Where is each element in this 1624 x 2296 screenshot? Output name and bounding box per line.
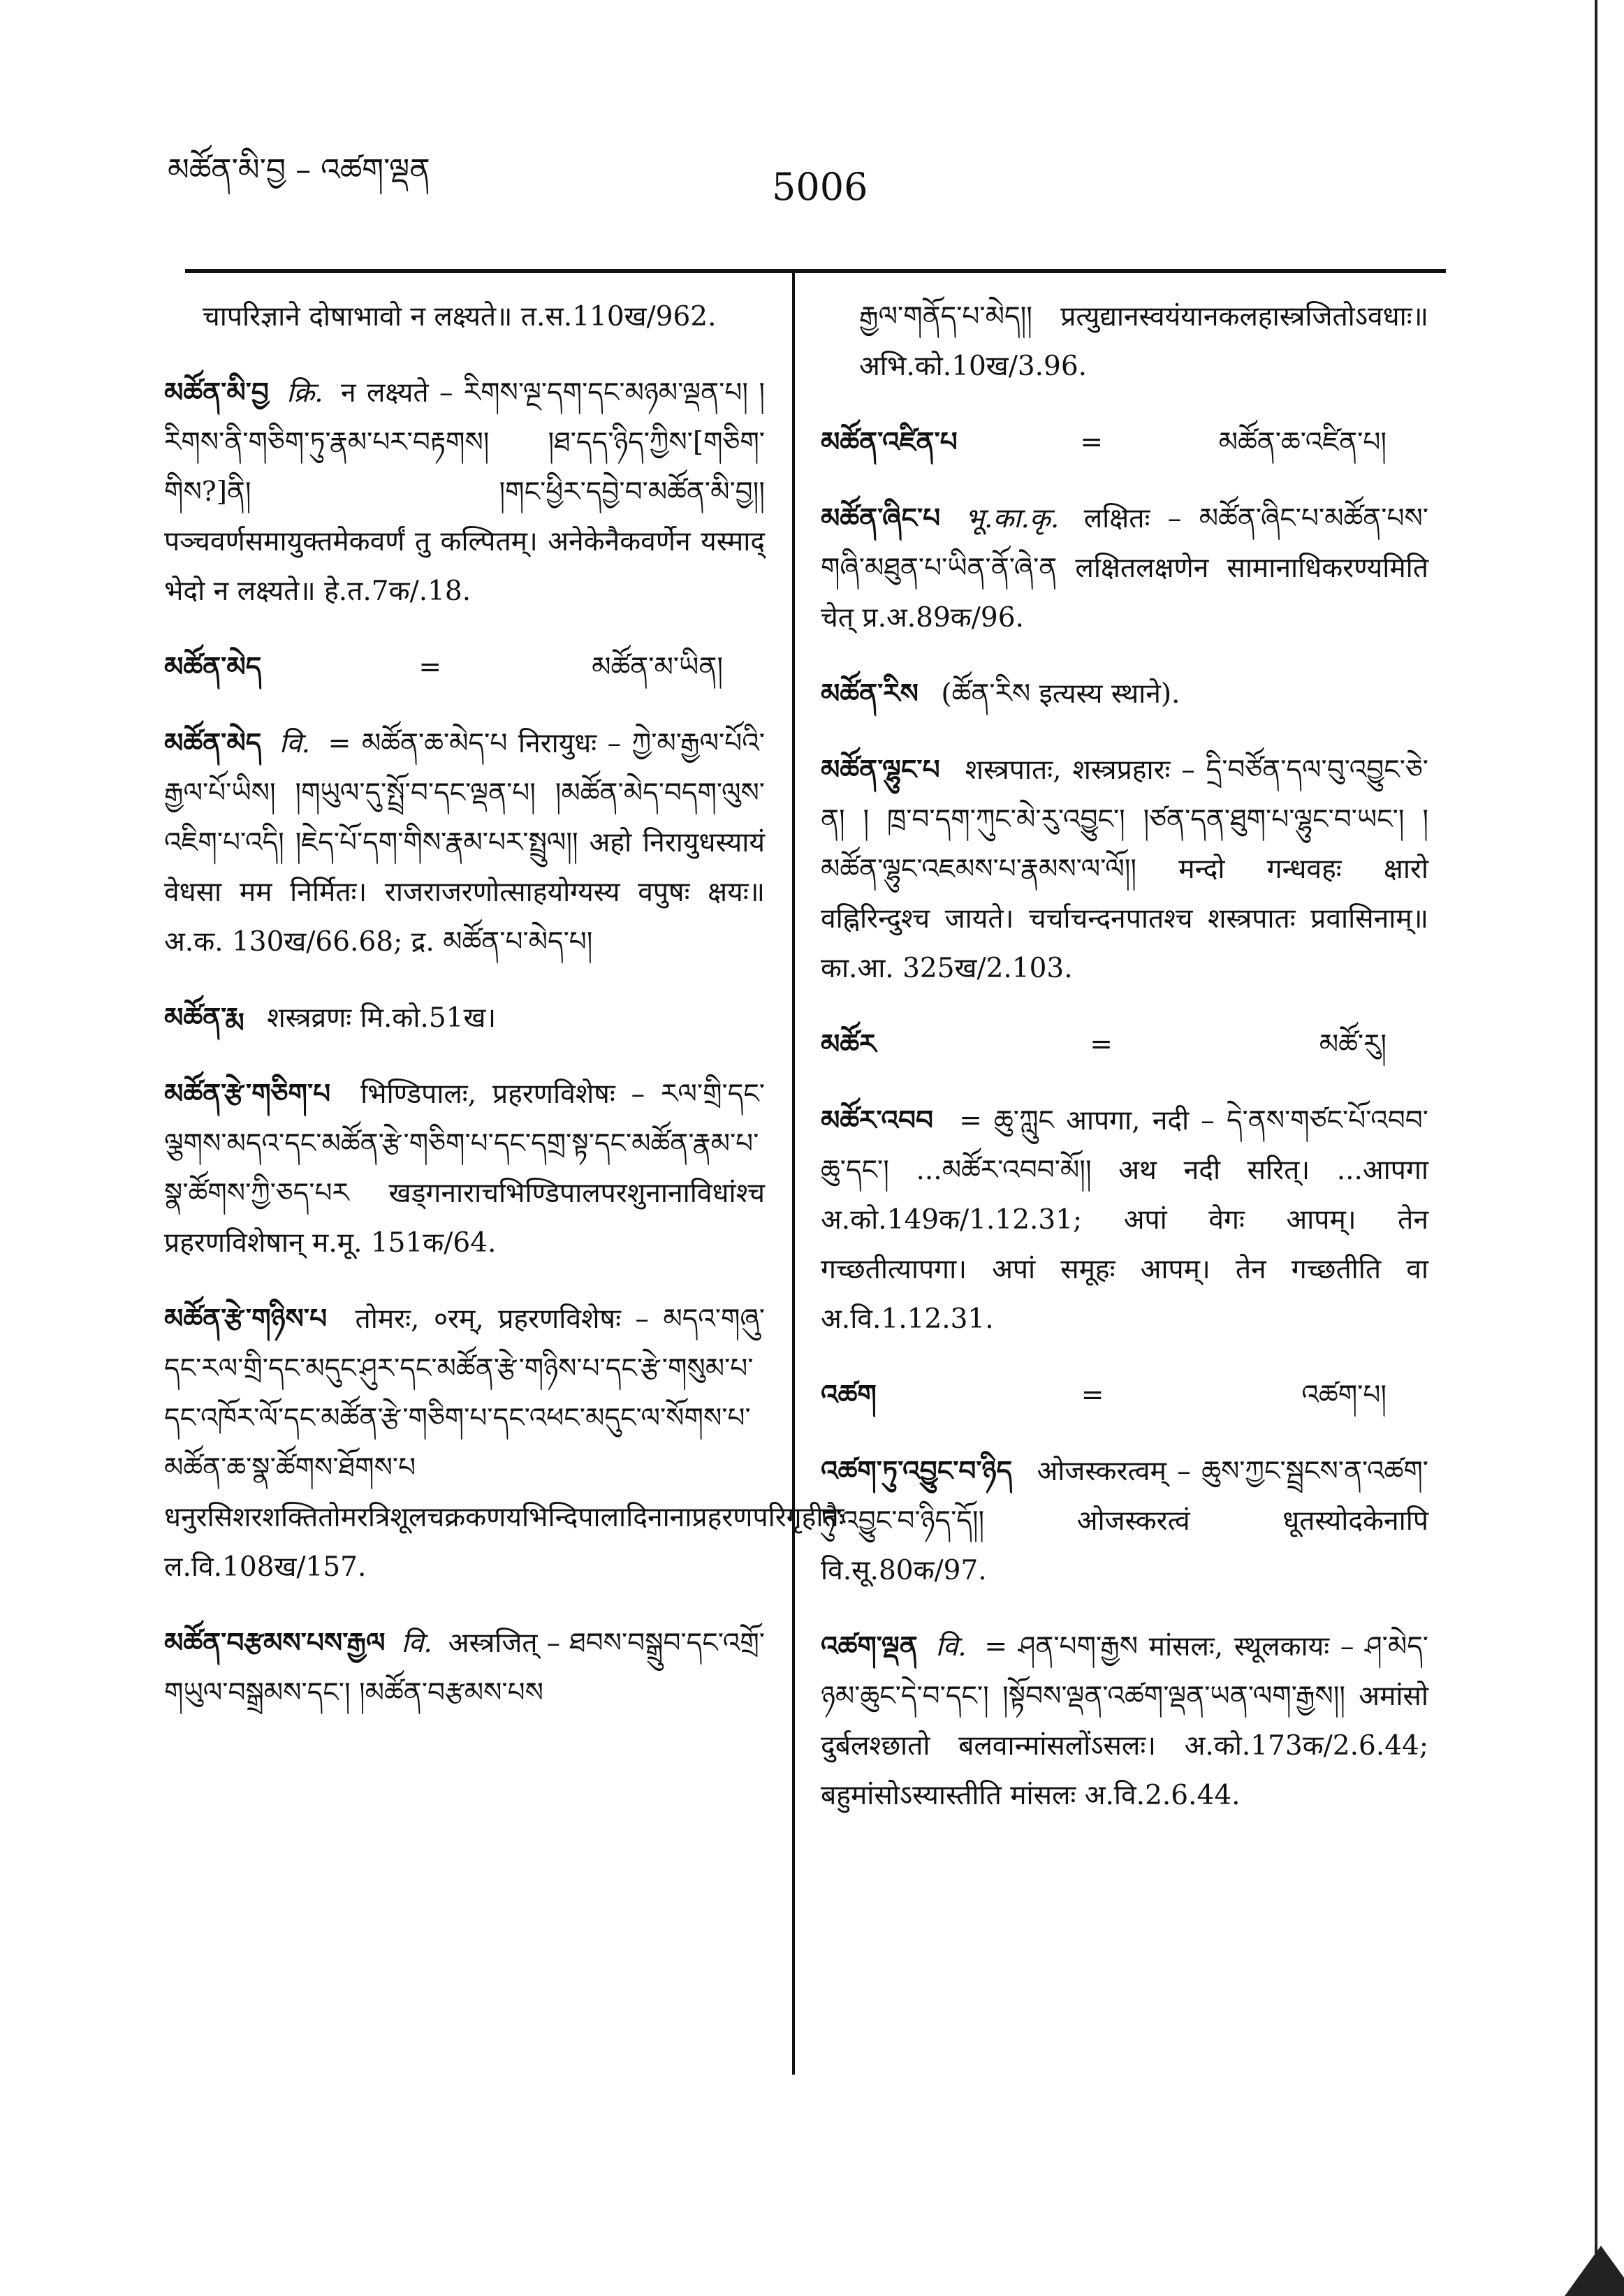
headword: མཚོན་རྩེ་གཅིག་པ	[164, 1078, 331, 1110]
equals-sign: =	[1081, 1380, 1104, 1411]
entry-text: (ཚོན་རིས इत्यस्य स्थाने).	[941, 678, 1180, 710]
equals-sign: =	[1090, 1029, 1113, 1060]
dictionary-entry	[164, 1069, 765, 1268]
cross-reference-entry	[821, 418, 1428, 467]
cross-reference-target: འཚག་པ།	[1301, 1380, 1387, 1411]
headword: མཚོན་འཛིན་པ	[821, 426, 958, 458]
grammar-label: भू.का.कृ.	[965, 503, 1060, 534]
grammar-label: वि.	[279, 728, 311, 759]
headword: མཚོར་འབབ	[821, 1104, 934, 1136]
dictionary-entry	[821, 1096, 1428, 1344]
equals-sign: =	[418, 652, 442, 683]
headword: མཚོན་རྩེ་གཉིས་པ	[164, 1303, 328, 1335]
grammar-label: वि.	[401, 1628, 432, 1659]
cross-reference-target: མཚོན་མ་ཡིན།	[592, 652, 723, 683]
column-divider	[792, 271, 795, 2075]
continued-text: चापरिज्ञाने दोषाभावो न लक्ष्यते॥ त.स.110ख/962.	[203, 301, 717, 332]
dictionary-entry	[164, 719, 765, 967]
grammar-label: क्रि.	[286, 377, 323, 409]
equals-sign: =	[1080, 427, 1104, 458]
cross-reference-target: མཚོན་ཆ་འཛིན་པ།	[1218, 427, 1387, 458]
headword: འཚག་ལྡན	[821, 1630, 918, 1662]
headword: མཚོན་རིས	[821, 678, 919, 710]
page-number: 5006	[772, 165, 868, 209]
running-head: མཚོན་མི་བྱ – འཚག་ལྡན	[168, 152, 430, 188]
entry-text: = ཆུ་ཀླུང आपगा, नदी – དེ་ནས་གཙང་པོ་འབབ་ཆུ་དང་། ...མཚོར་འབབ་མོ།། अथ नदी सरित्। ...आपगा अ.को.149क/1.12.31; अपां वेगः आपम्। तेन गच्छतीत्यापगा। अपां समूहः आपम्। तेन गच्छतीति वा अ.वि.1.12.31.	[821, 1105, 1428, 1335]
dictionary-entry	[821, 669, 1428, 719]
dictionary-entry	[164, 368, 765, 616]
entry-text: अस्त्रजित् – ཐབས་བསྒྲུབ་དང་འགྲོ་གཡུལ་བསྒྲམས་དང་། །མཚོན་བརྩམས་པས	[164, 1628, 765, 1709]
continued-text: རྒྱལ་གནོད་པ་མེད།། प्रत्युद्यानस्वयंयानकलहास्त्रजितोऽवधाः॥ अभि.को.10ख/3.96.	[859, 301, 1428, 382]
entry-text: = མཚོན་ཆ་མེད་པ निरायुधः – ཀྱེ་མ་རྒྱལ་པོའི་རྒྱལ་པོ་ཡིས། །གཡུལ་དུ་སྤྲོ་བ་དང་ལྡན་པ། །མཚོན་མེད་བདག་ལུས་འཇིག་པ་འདི། །ཇེད་པོ་དག་གིས་རྣམ་པར་སྤྲུལ།། अहो निरायुधस्यायं वेधसा मम निर्मितः। राजराजरणोत्साहयोग्यस्य वपुषः क्षयः॥ अ.क. 130ख/66.68; द्र. མཚོན་པ་མེད་པ།	[164, 728, 765, 958]
entry-text: = ཤན་པག་རྒྱས मांसलः, स्थूलकायः – ཤ་མེད་ཉམ་ཆུང་དེ་བ་དང་། །སྟོབས་ལྡན་འཚག་ལྡན་ཡན་ལག་རྒྱས།། अमांसो दुर्बलश्छातो बलवान्मांसलोंऽसलः। अ.को.173क/2.6.44; बहुमांसोऽस्यास्तीति मांसलः अ.वि.2.6.44.	[821, 1631, 1428, 1811]
cross-reference-target: མཚོ་རུ།	[1319, 1029, 1387, 1060]
dictionary-entry	[821, 1447, 1428, 1595]
headword: མཚོན་མེད	[164, 651, 262, 683]
entry-text: लक्षितः – མཚོན་ཞིང་པ་མཚོན་པས་གཞི་མཐུན་པ་ཡིན་ནོ་ཞེ་ན लक्षितलक्षणेन सामानाधिकरण्यमिति चेत् प्र.अ.89क/96.	[821, 503, 1428, 634]
headword: མཚོན་མེད	[164, 727, 262, 759]
entry-text: शस्त्रपातः, शस्त्रप्रहारः – དྲི་བཙོན་དལ་བུ་འབྱུང་ཅེ་ན། ། ཁྲ་བ་དག་ཀུང་མེ་རུ་འབྱུང་། །ཙན་དན་ཐུག་པ་ལྷུང་བ་ཡང་། །མཚོན་ལྷུང་འཇམས་པ་རྣམས་ལ་ལོ།། मन्दो गन्धवहः क्षारो वह्निरिन्दुश्च जायते। चर्चाचन्दनपातश्च शस्त्रपातः प्रवासिनाम्॥ का.आ. 325ख/2.103.	[821, 754, 1428, 984]
headword: མཚོན་ལྷུང་པ	[821, 754, 940, 786]
headword: མཚོན་མི་བྱ	[164, 376, 269, 409]
header-rule	[185, 269, 1446, 273]
headword: མཚོན་ཞིང་པ	[821, 502, 941, 534]
headword: འཚག་ཏུ་འབྱུང་བ་ཉིད	[821, 1455, 1013, 1487]
dictionary-entry	[164, 1618, 765, 1718]
dictionary-entry	[164, 993, 765, 1043]
page-edge-blot	[1565, 2246, 1624, 2296]
cross-reference-entry	[164, 643, 765, 692]
entry-text: ओजस्करत्वम् – ཆུས་ཀྱང་སྦྲངས་ན་འཚག་ཏུ་འབྱུང་བ་ཉིད་དོ།། ओजस्करत्वं धूतस्योदकेनापि वि.सू.80क/97.	[821, 1456, 1428, 1586]
entry-text: शस्त्रव्रणः मि.को.51ख।	[267, 1002, 497, 1034]
grammar-label: वि.	[935, 1631, 967, 1662]
headword: མཚོན་རྨ	[164, 1002, 244, 1034]
headword: འཚག	[821, 1379, 877, 1411]
dictionary-entry	[821, 494, 1428, 643]
entry-text: तोमरः, ०रम्, प्रहरणविशेषः – མདའ་གཞུ་དང་རལ་གྲི་དང་མདུང་ཤུར་དང་མཚོན་རྩེ་གཉིས་པ་དང་རྩེ་གསུམ་པ་དང་འཁོར་ལོ་དང་མཚོན་རྩེ་གཅིག་པ་དང་འཕང་མདུང་ལ་སོགས་པ་མཚོན་ཆ་སྣ་ཚོགས་ཐོགས་པ धनुरसिशरशक्तितोमरत्रिशूलचक्रकणयभिन्दिपालादिनानाप्रहरणपरिगृहीतैः ल.वि.108ख/157.	[164, 1303, 844, 1583]
dictionary-entry	[164, 1294, 844, 1592]
left-column	[164, 292, 844, 1744]
headword: མཚོར	[821, 1028, 877, 1060]
cross-reference-entry	[821, 1370, 1428, 1420]
headword: མཚོན་བརྩམས་པས་རྒྱལ	[164, 1627, 386, 1659]
entry-text: भिण्डिपालः, प्रहरणविशेषः – རལ་གྲི་དང་ལྕགས་མདའ་དང་མཚོན་རྩེ་གཅིག་པ་དང་དགྲ་སྟ་དང་མཚོན་རྣམ་པ་སྣ་ཚོགས་ཀྱི་ཅད་པར खड्गनाराचभिण्डिपालपरशुनानाविधांश्च प्रहरणविशेषान् म.मू. 151क/64.	[164, 1078, 765, 1259]
dictionary-entry	[821, 745, 1428, 993]
entry-text: न लक्ष्यते – རིགས་ལྔ་དག་དང་མཉམ་ལྡན་པ། །རིགས་ནི་གཅིག་ཏུ་རྣམ་པར་བརྟགས། །ཐ་དད་ཉིད་ཀྱིས་[གཅིག་གིས?]ནི། །གང་ཕྱིར་དབྱེ་བ་མཚོན་མི་བྱ།། पञ्चवर्णसमायुक्तमेकवर्णं तु कल्पितम्। अनेकेनैकवर्णेन यस्माद् भेदो न लक्ष्यते॥ हे.त.7क/.18.	[164, 377, 765, 607]
dictionary-entry	[821, 1622, 1428, 1820]
page-edge-line	[1595, 0, 1597, 2296]
right-column	[821, 292, 1428, 1847]
cross-reference-entry	[821, 1020, 1428, 1069]
